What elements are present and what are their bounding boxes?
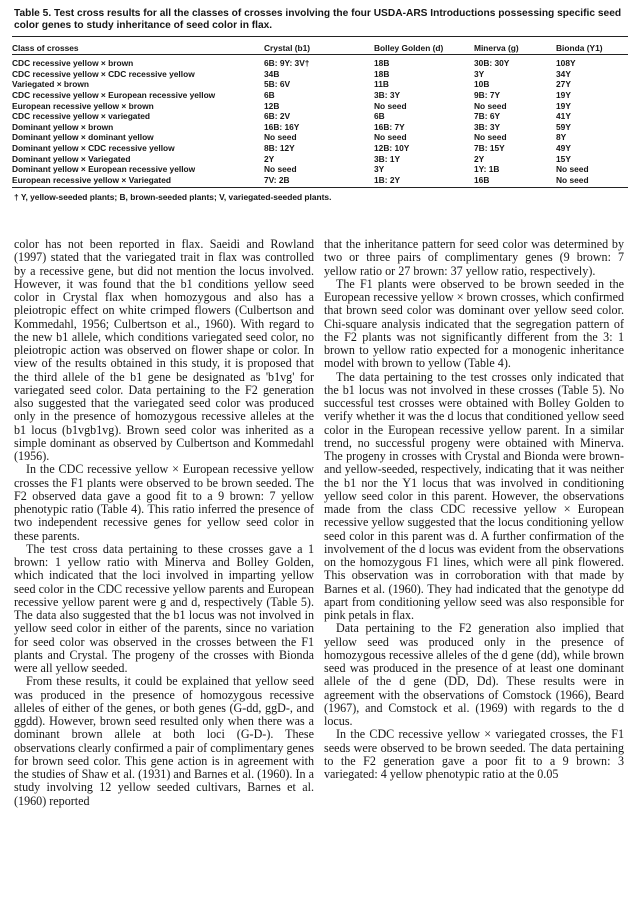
paragraph: Data pertaining to the F2 generation also implied that yellow seed was produced only in the presence of homozygous recessive alleles of the d gene (dd), while brown seed was produced in the presence of at least one dominant allele of the d gene (DD, Dd). These results were in agreement with the observations of Comstock (1966), Beard (1967), and Comstock et al. (1969) with regards to the d locus.: [324, 621, 624, 728]
paragraph: In the CDC recessive yellow × European recessive yellow crosses the F1 plants were observed to be brown seeded. The F2 observed data gave a good fit to a 9 brown: 7 yellow phenotypic ratio (Table 4). This ratio inferred the presence of two independent recessive genes for yellow seed color in these parents.: [14, 462, 314, 543]
bionda-cell: 15Y: [556, 153, 571, 164]
minerva-cell: 9B: 7Y: [474, 90, 501, 101]
crystal-cell: 6B: 2V: [264, 111, 291, 122]
cross-class-cell: Dominant yellow × European recessive yellow: [12, 164, 196, 175]
bionda-cell: No seed: [556, 174, 589, 185]
col-header-class: Class of crosses: [12, 43, 79, 53]
seed-color-table: [12, 38, 628, 185]
table-row: [12, 164, 628, 175]
crystal-cell: 7V: 2B: [264, 174, 290, 185]
col-header-bionda: Bionda (Y1): [556, 43, 603, 53]
cross-class-cell: CDC recessive yellow × variegated: [12, 111, 151, 122]
body-column-right: [324, 238, 624, 781]
crystal-cell: No seed: [264, 164, 297, 175]
paragraph: The data pertaining to the test crosses only indicated that the b1 locus was not involved in these crosses (Table 5). No successful test crosses were obtained with Bolley Golden to verify whether it was the d locus that conditioned yellow seed color in the European recessive yellow parent. In a similar trend, no successful progeny were obtained with Minerva. The progeny in crosses with Crystal and Bionda were brown- and yellow-seeded, respectively, indicating that it was neither the b1 nor the Y1 locus that was involved in conditioning yellow seed color in this parent. However, the observations made from the class CDC recessive yellow × European recessive yellow suggested that the locus conditioning yellow seed color in this parent was d. A further confirmation of the involvement of the d locus was evident from the observations on the homozygous F1 lines, which were all pink flowered. This observation was in corroboration with that made by Barnes et al. (1960). They had indicated that the genotype dd apart from conditioning yellow seed was also responsible for pink petals in flax.: [324, 369, 624, 622]
minerva-cell: No seed: [474, 132, 507, 143]
table-row: [12, 79, 628, 90]
minerva-cell: 30B: 30Y: [474, 58, 510, 69]
bionda-cell: 41Y: [556, 111, 571, 122]
cross-class-cell: CDC recessive yellow × CDC recessive yellow: [12, 68, 195, 79]
cross-class-cell: European recessive yellow × Variegated: [12, 174, 171, 185]
crystal-cell: 34B: [264, 68, 280, 79]
crystal-cell: 8B: 12Y: [264, 143, 295, 154]
crystal-cell: No seed: [264, 132, 297, 143]
minerva-cell: 7B: 6Y: [474, 111, 501, 122]
cross-class-cell: Dominant yellow × brown: [12, 121, 114, 132]
minerva-cell: 7B: 15Y: [474, 143, 505, 154]
cross-class-cell: CDC recessive yellow × European recessive yellow: [12, 90, 216, 101]
minerva-cell: 3Y: [474, 68, 485, 79]
minerva-cell: 16B: [474, 174, 490, 185]
bolley-golden-cell: 3B: 3Y: [374, 90, 401, 101]
bolley-golden-cell: 12B: 10Y: [374, 143, 410, 154]
table-row: [12, 153, 628, 164]
bolley-golden-cell: 1B: 2Y: [374, 174, 401, 185]
table-row: [12, 143, 628, 154]
table-caption: Table 5. Test cross results for all the classes of crosses involving the four USDA-ARS Introductions possessing specific seed color genes to study inheritance of seed color in flax.: [14, 8, 622, 31]
table-row: [12, 132, 628, 143]
body-column-left: [14, 238, 314, 808]
bolley-golden-cell: 6B: [374, 111, 385, 122]
table-row: [12, 90, 628, 101]
cross-class-cell: Dominant yellow × dominant yellow: [12, 132, 154, 143]
crystal-cell: 12B: [264, 100, 280, 111]
table-row: [12, 55, 628, 69]
bolley-golden-cell: 18B: [374, 68, 390, 79]
minerva-cell: 1Y: 1B: [474, 164, 500, 175]
table-footnote: † Y, yellow-seeded plants; B, brown-seeded plants; V, variegated-seeded plants.: [14, 192, 332, 202]
col-header-minerva: Minerva (g): [474, 43, 519, 53]
cross-class-cell: European recessive yellow × brown: [12, 100, 154, 111]
bolley-golden-cell: No seed: [374, 100, 407, 111]
crystal-cell: 6B: [264, 90, 275, 101]
bionda-cell: 34Y: [556, 68, 571, 79]
table-top-rule: [12, 36, 628, 37]
bionda-cell: 59Y: [556, 121, 571, 132]
bolley-golden-cell: 18B: [374, 58, 390, 69]
paragraph: that the inheritance pattern for seed color was determined by two or three pairs of complimentary genes (9 brown: 7 yellow ratio or 27 brown: 37 yellow ratio, respectively).: [324, 237, 624, 278]
table-bottom-rule: [12, 187, 628, 188]
minerva-cell: 3B: 3Y: [474, 121, 501, 132]
bionda-cell: 19Y: [556, 100, 571, 111]
crystal-cell: 16B: 16Y: [264, 121, 300, 132]
table-row: [12, 69, 628, 80]
cross-class-cell: Dominant yellow × Variegated: [12, 153, 131, 164]
paragraph: In the CDC recessive yellow × variegated crosses, the F1 seeds were observed to be brown seeded. The data pertaining to the F2 generation gave a poor fit to a 9 brown: 3 variegated: 4 yellow phenotypic ratio at the 0.05: [324, 727, 624, 781]
table-row: [12, 175, 628, 186]
col-header-crystal: Crystal (b1): [264, 43, 311, 53]
bionda-cell: 8Y: [556, 132, 567, 143]
bionda-cell: 108Y: [556, 58, 576, 69]
paragraph: The test cross data pertaining to these crosses gave a 1 brown: 1 yellow ratio with Minerva and Bolley Golden, which indicated that the loci involved in imparting yellow seed color in the CDC recessive yellow parents and European recessive yellow parent were g and d, respectively (Table 5). The data also suggested that the b1 locus was not involved in yellow seed color in either of the parents, since no variation for seed color was observed in the crosses between the F1 plants and Crystal. The progeny of the crosses with Bionda were all yellow seeded.: [14, 541, 314, 675]
bolley-golden-cell: 3B: 1Y: [374, 153, 401, 164]
bionda-cell: 19Y: [556, 90, 571, 101]
table-row: [12, 100, 628, 111]
crystal-cell: 6B: 9Y: 3V†: [264, 58, 310, 69]
col-header-bolley-golden: Bolley Golden (d): [374, 43, 444, 53]
bolley-golden-cell: No seed: [374, 132, 407, 143]
crystal-cell: 5B: 6V: [264, 79, 291, 90]
minerva-cell: 2Y: [474, 153, 485, 164]
table-row: [12, 111, 628, 122]
cross-class-cell: Dominant yellow × CDC recessive yellow: [12, 143, 175, 154]
bionda-cell: No seed: [556, 164, 589, 175]
bionda-cell: 49Y: [556, 143, 571, 154]
table-row: [12, 122, 628, 133]
crystal-cell: 2Y: [264, 153, 275, 164]
paragraph: From these results, it could be explained that yellow seed was produced in the presence of homozygous recessive alleles of either of the genes, or both genes (G-dd, ggD-, and ggdd). However, brown seed resulted only when there was a dominant brown allele at both loci (G-D-). These observations clearly confirmed a pair of complimentary genes for brown seed color. This gene action is in agreement with the studies of Shaw et al. (1931) and Barnes et al. (1960). In a study involving 12 yellow seeded cultivars, Barnes et al. (1960) reported: [14, 674, 314, 808]
table-header-row: [12, 38, 628, 55]
paragraph: The F1 plants were observed to be brown seeded in the European recessive yellow × brown crosses, which confirmed that brown seed color was dominant over yellow seed color. Chi-square analysis indicated that the segregation pattern of the F2 plants was not significantly different from the 3: 1 brown to yellow ratio expected for a monogenic inheritance model with brown to yellow (Table 4).: [324, 276, 624, 371]
minerva-cell: No seed: [474, 100, 507, 111]
bolley-golden-cell: 3Y: [374, 164, 385, 175]
cross-class-cell: CDC recessive yellow × brown: [12, 58, 134, 69]
bolley-golden-cell: 11B: [374, 79, 389, 90]
bolley-golden-cell: 16B: 7Y: [374, 121, 405, 132]
minerva-cell: 10B: [474, 79, 490, 90]
bionda-cell: 27Y: [556, 79, 571, 90]
paragraph: color has not been reported in flax. Saeidi and Rowland (1997) stated that the variegated trait in flax was controlled by a recessive gene, but did not mention the locus involved. However, it was found that the b1 conditions yellow seed color in Crystal flax when homozygous and also has a pleiotropic effect on white crimped flowers (Culbertson and Kommedahl, 1956; Culbertson et al., 1960). With regard to the new b1 allele, which conditions variegated seed color, no pleiotropic action was observed on flower shape or color. In view of the results obtained in this study, it is proposed that the third allele of the b1 gene be designated as 'b1vg' for variegated seed color. Data pertaining to the F2 generation also suggested that the variegated seed color was produced only in the presence of homozygous recessive alleles at the b1 locus (b1vgb1vg). Brown seed color was inherited as a simple dominant as observed by Culbertson and Kommedahl (1956).: [14, 237, 314, 463]
cross-class-cell: Variegated × brown: [12, 79, 90, 90]
